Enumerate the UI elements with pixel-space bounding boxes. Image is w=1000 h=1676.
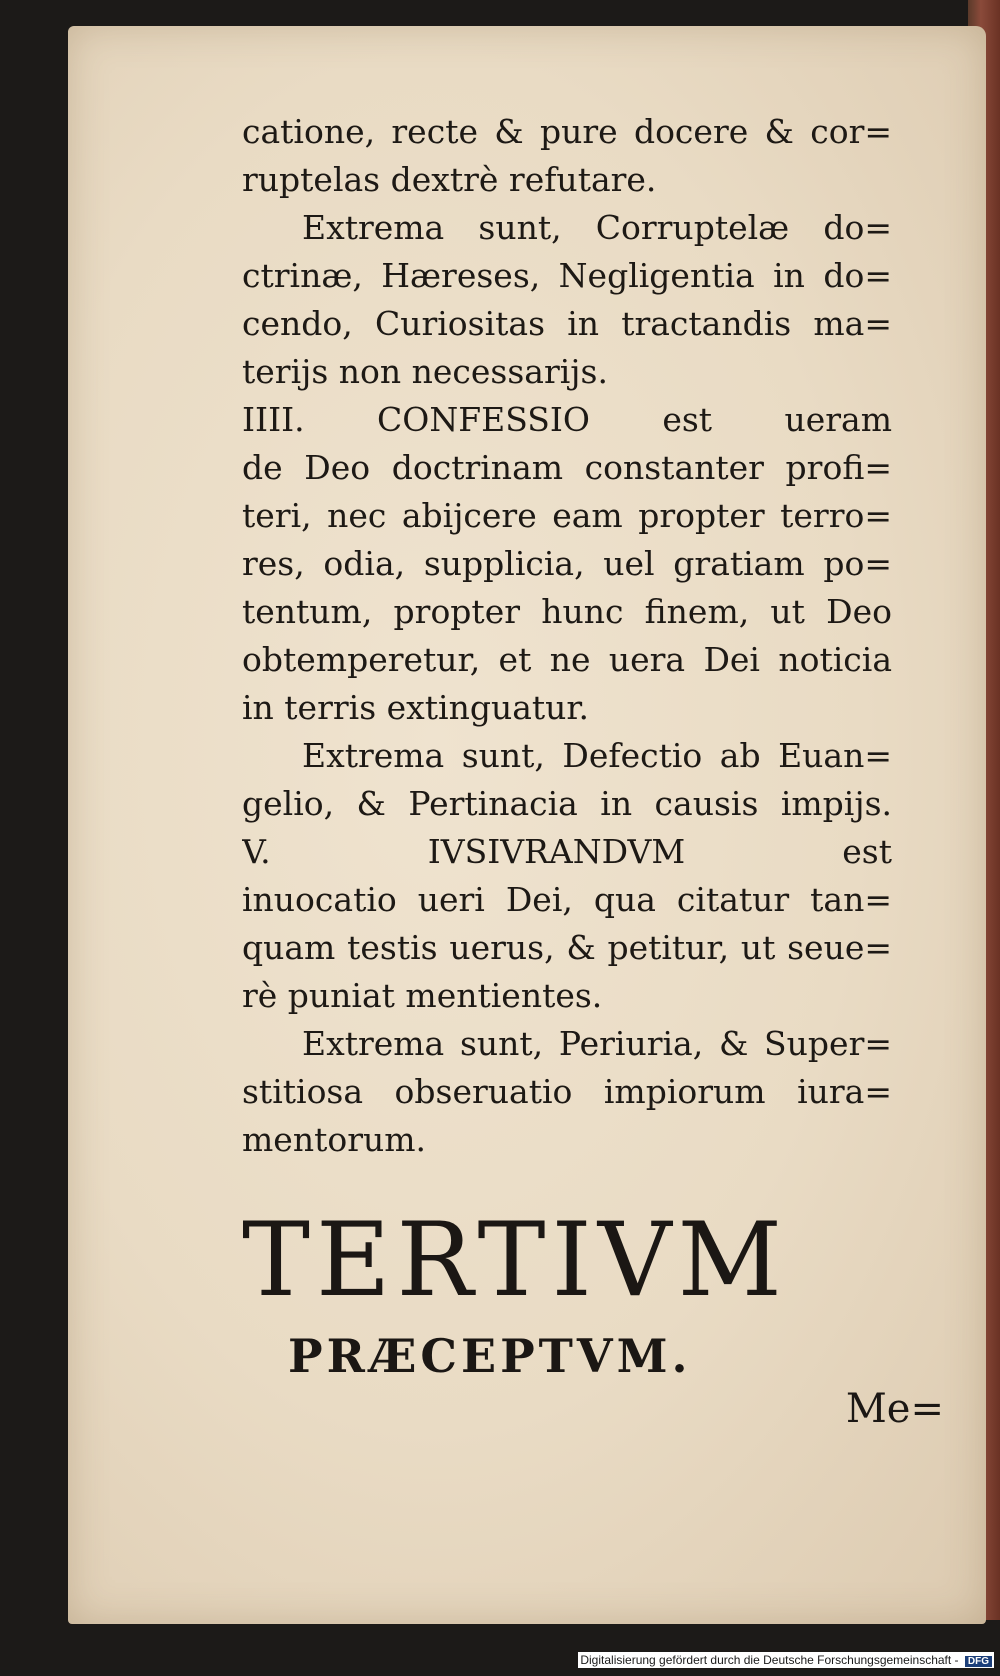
text-line: Extrema sunt, Periuria, & Super= [302, 1024, 892, 1063]
text-line: in terris extinguatur. [242, 688, 590, 727]
catchword: Me= [845, 1386, 944, 1432]
text-line: ruptelas dextrè refutare. [242, 160, 657, 199]
text-line: ctrinæ, Hæreses, Negligentia in do= [242, 256, 892, 295]
text-line: V. IVSIVRANDVM est [242, 832, 892, 871]
text-line: obtemperetur, et ne uera Dei noticia [242, 640, 892, 679]
section-heading-main: TERTIVM [242, 1201, 788, 1320]
text-line: de Deo doctrinam constanter profi= [242, 448, 892, 487]
text-line: catione, recte & pure docere & cor= [242, 112, 892, 151]
text-line: IIII. CONFESSIO est ueram [242, 400, 892, 439]
text-line: teri, nec abijcere eam propter terro= [242, 496, 892, 535]
text-line: gelio, & Pertinacia in causis impijs. [242, 784, 892, 823]
text-line: tentum, propter hunc finem, ut Deo [242, 592, 892, 631]
text-line: quam testis uerus, & petitur, ut seue= [242, 928, 892, 967]
text-line: Extrema sunt, Corruptelæ do= [302, 208, 892, 247]
text-line: inuocatio ueri Dei, qua citatur tan= [242, 880, 892, 919]
text-line: rè puniat mentientes. [242, 976, 603, 1015]
footer-text: Digitalisierung gefördert durch die Deutsche Forschungsgemeinschaft - [580, 1653, 959, 1667]
text-line: res, odia, supplicia, uel gratiam po= [242, 544, 892, 583]
page-text-block [242, 108, 892, 1164]
dfg-logo-icon: DFG [965, 1656, 992, 1667]
text-line: cendo, Curiositas in tractandis ma= [242, 304, 892, 343]
section-heading-sub: PRÆCEPTVM. [288, 1329, 692, 1383]
text-line: Extrema sunt, Defectio ab Euan= [302, 736, 892, 775]
text-line: terijs non necessarijs. [242, 352, 608, 391]
text-line: stitiosa obseruatio impiorum iura= [242, 1072, 892, 1111]
text-line: mentorum. [242, 1120, 427, 1159]
digitization-footer [578, 1652, 994, 1668]
